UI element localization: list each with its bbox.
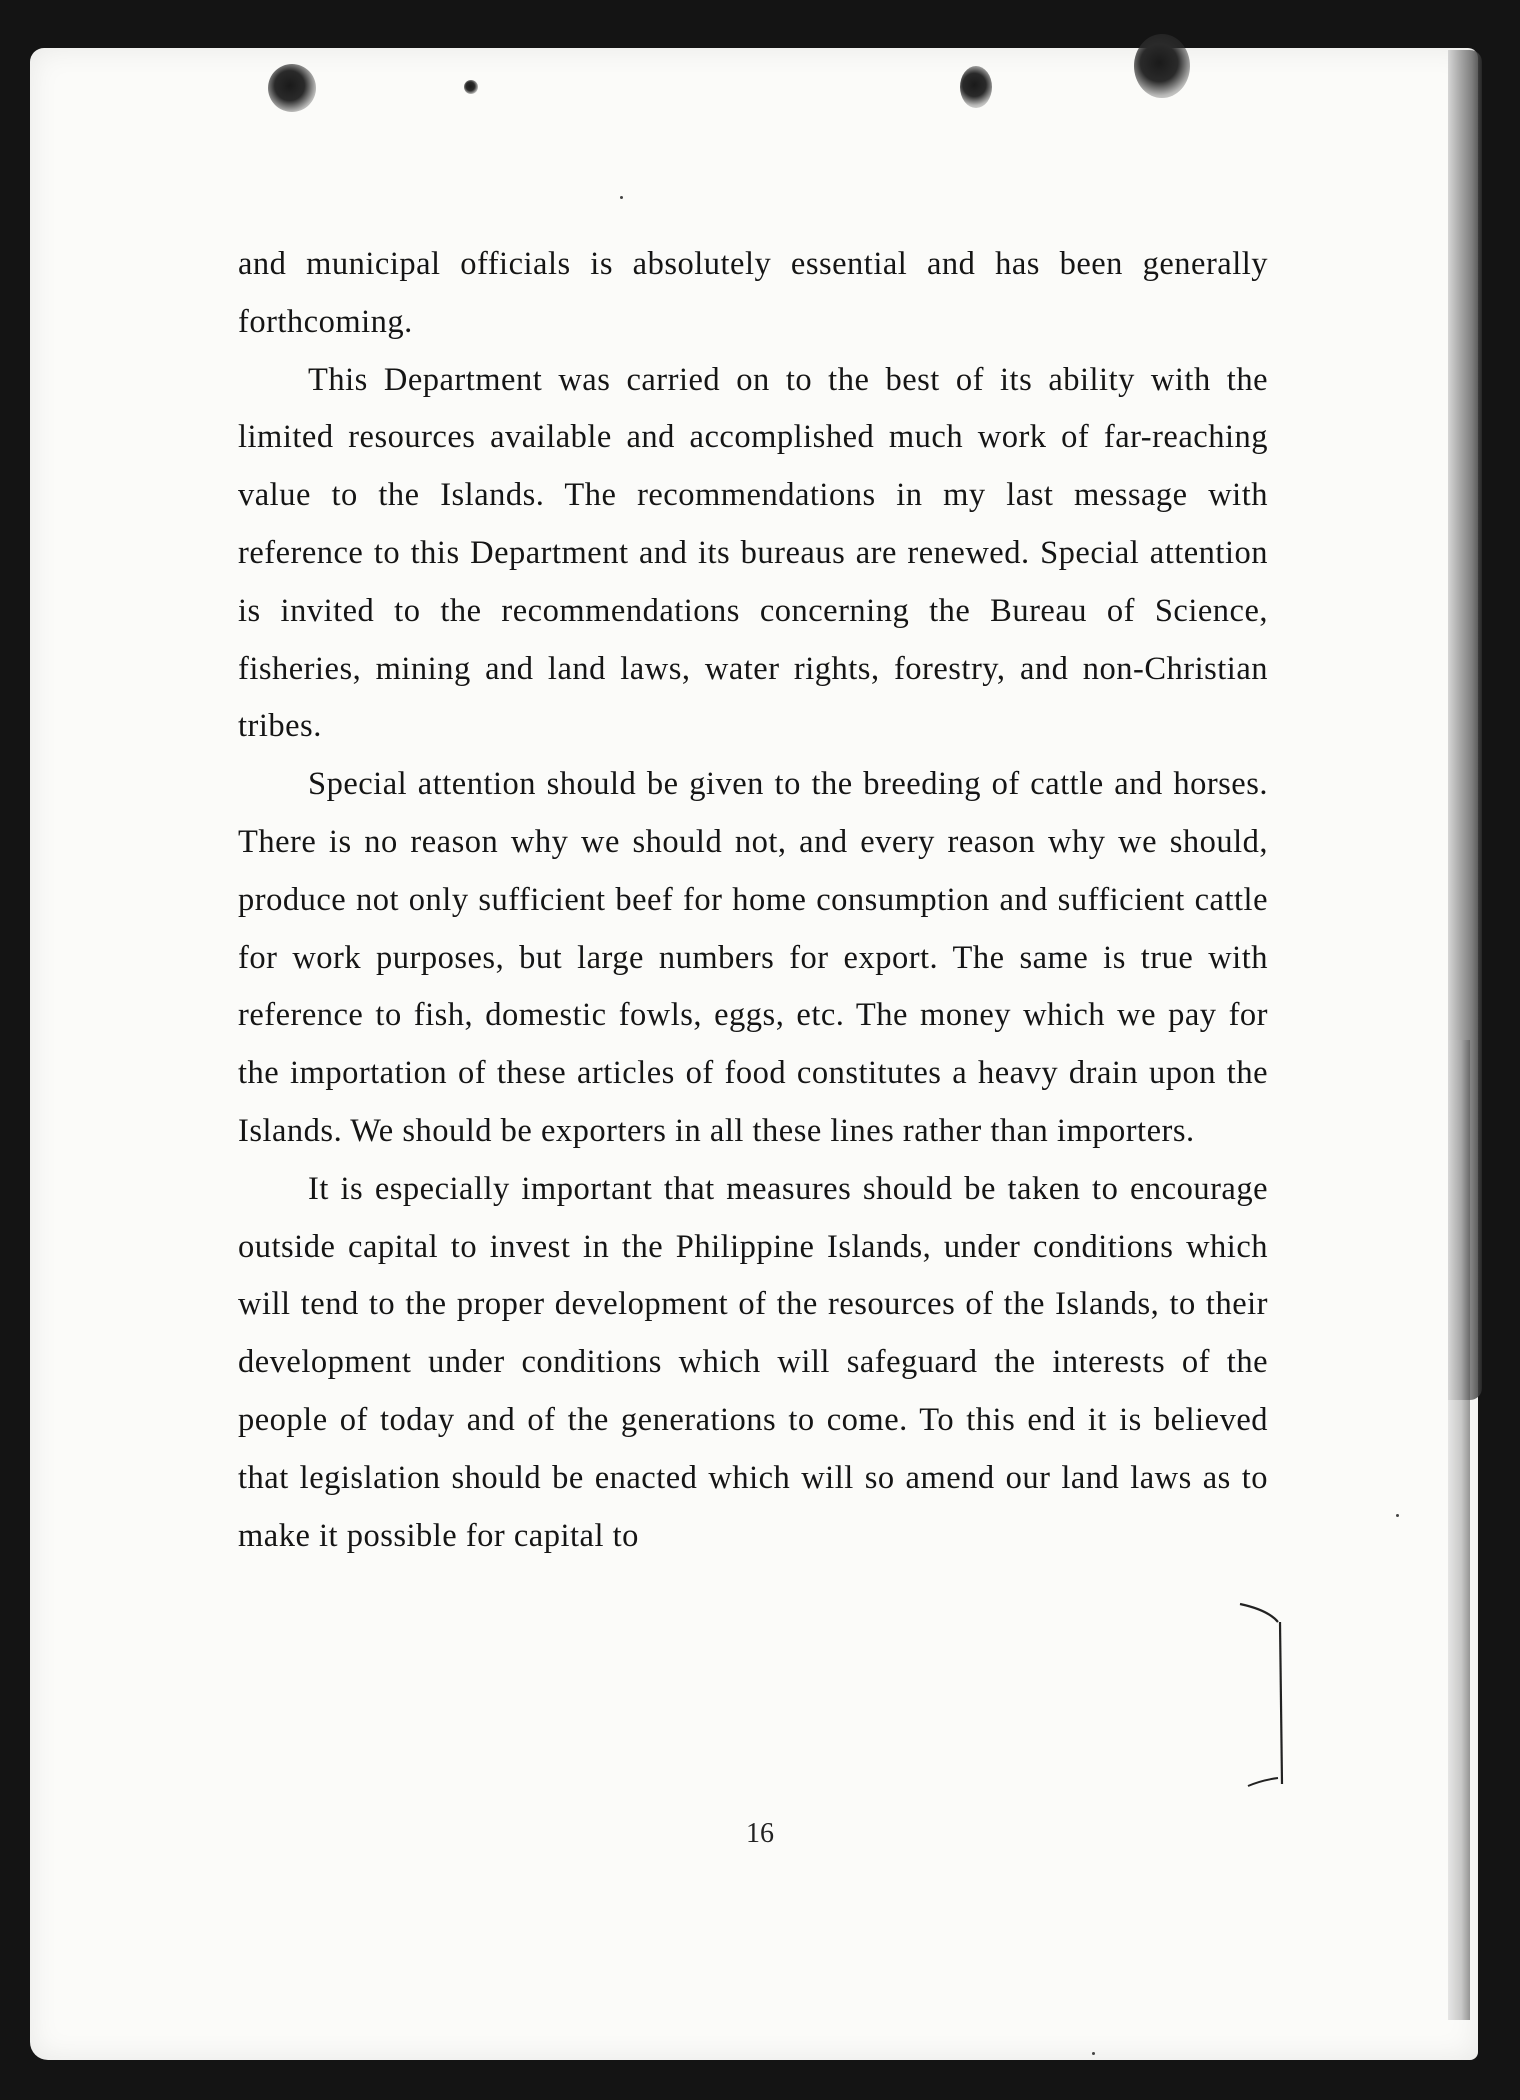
- punch-hole-left: [268, 64, 316, 112]
- speck: [620, 196, 623, 199]
- punch-hole-center: [960, 66, 992, 108]
- body-text: [238, 236, 1268, 1565]
- punch-hole-right: [1134, 34, 1190, 98]
- paragraph-continued: and municipal officials is absolutely essential and has been generally forthcoming.: [238, 246, 1268, 340]
- handwritten-margin-bracket: [1238, 1600, 1284, 1790]
- speck: [1396, 1514, 1399, 1517]
- paragraph: It is especially important that measures should be taken to encourage outside capital to invest in the Philippine Islands, under conditions which will tend to the proper development of the resources of the Islands, to their development under conditions which will safeguard the interests of the people of today and of the generations to come. To this end it is believed that legislation should be enacted which will so amend our land laws as to make it possible for capital to: [238, 1170, 1268, 1554]
- speck: [1092, 2052, 1095, 2055]
- page-edge-shadow-lower: [1448, 1040, 1470, 2020]
- paragraph: This Department was carried on to the best of its ability with the limited resources available and accomplished much work of far-reaching value to the Islands. The recommendations in my last message with reference to this Department and its bureaus are renewed. Special attention is invited to the recommendations concerning the Bureau of Science, fisheries, mining and land laws, water rights, forestry, and non-Christian tribes.: [238, 361, 1268, 745]
- ink-blot-small: [464, 80, 478, 94]
- page-number: 16: [746, 1818, 774, 1849]
- paragraph: Special attention should be given to the breeding of cattle and horses. There is no reason why we should not, and every reason why we should, produce not only sufficient beef for home consumption and sufficient cattle for work purposes, but large numbers for export. The same is true with reference to fish, domestic fowls, eggs, etc. The money which we pay for the importation of these articles of food constitutes a heavy drain upon the Islands. We should be exporters in all these lines rather than importers.: [238, 766, 1268, 1149]
